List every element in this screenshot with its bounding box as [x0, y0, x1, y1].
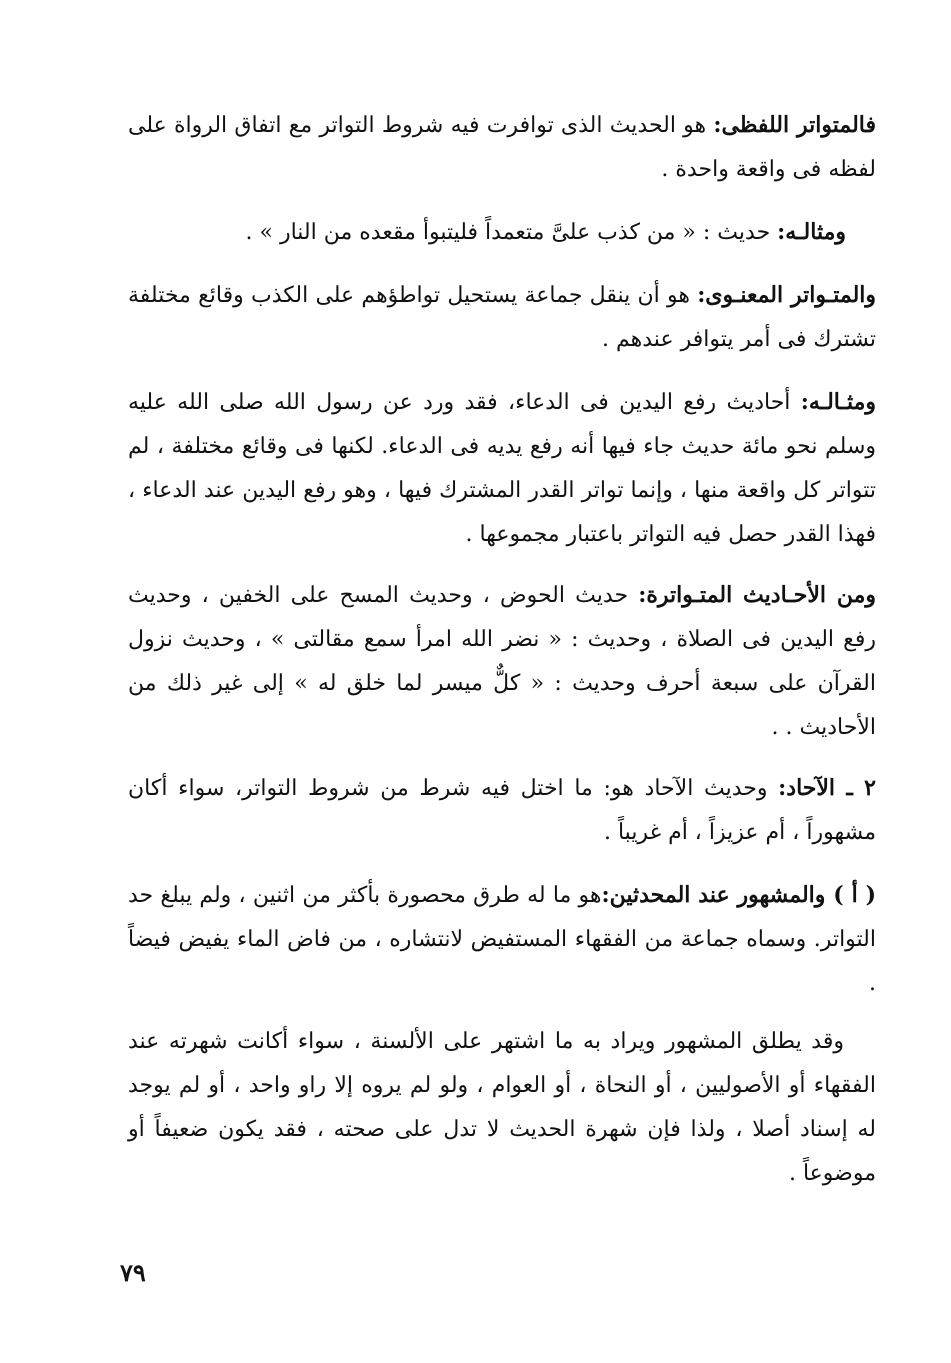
paragraph-text: أحاديث رفع اليدين فى الدعاء، فقد ورد عن رسول الله صلى الله عليه وسلم نحو مائة حديث جاء فيها أنه رفع يديه فى الدعاء. لكنها فى وقائع مختلفة ، لم تتواتر كل واقعة منها ، وإنما تواتر القدر المشترك فيها ، وهو رفع اليدين عند الدعاء ، فهذا القدر حصل فيه التواتر باعتبار مجموعها .	[128, 390, 876, 547]
paragraph-mashhur	[128, 873, 876, 1006]
paragraph-ahad	[128, 766, 876, 855]
term-mashhur: ( أ ) والمشهور عند المحدثين:	[601, 882, 876, 908]
paragraph-text: حديث : « من كذب علىَّ متعمداً فليتبوأ مقعده من النار » .	[245, 220, 778, 245]
term-meaning-mutawatir: والمتـواتر المعنـوى:	[697, 282, 877, 308]
paragraph-text: هو الحديث الذى توافرت فيه شروط التواتر مع اتفاق الرواة على لفظه فى واقعة واحدة .	[128, 113, 876, 182]
paragraph-mutawatir-hadiths	[128, 573, 876, 750]
paragraph-text: هو ما له طرق محصورة بأكثر من اثنين ، ولم يبلغ حد التواتر. وسماه جماعة من الفقهاء المستفيض لانتشاره ، من فاض الماء يفيض فيضاً .	[128, 883, 876, 996]
paragraph-example-2	[128, 380, 876, 557]
page-number: ٧٩	[120, 1258, 146, 1287]
paragraph-text: حديث الحوض ، وحديث المسح على الخفين ، وحديث رفع اليدين فى الصلاة ، وحديث : « نضر الله امرأ سمع مقالتى » ، وحديث نزول القرآن على سبعة أحرف وحديث : « كلٌّ ميسر لما خلق له » إلى غير ذلك من الأحاديث . .	[128, 583, 876, 740]
term-mutawatir-hadiths: ومن الأحـاديث المتـواترة:	[638, 582, 876, 608]
paragraph-text: هو أن ينقل جماعة يستحيل تواطؤهم على الكذب وقائع مختلفة تشترك فى أمر يتوافر عندهم .	[128, 283, 876, 352]
term-example-2: ومثـالـه:	[800, 389, 876, 415]
term-verbal-mutawatir: فالمتواتر اللفظى:	[713, 112, 876, 138]
term-example-1: ومثالـه:	[777, 219, 846, 245]
paragraph-example-1	[128, 210, 876, 255]
paragraph-mashhur-usage	[128, 1020, 876, 1196]
paragraph-meaning-mutawatir	[128, 273, 876, 362]
paragraph-verbal-mutawatir	[128, 103, 876, 192]
term-ahad: ٢ ـ الآحاد:	[778, 775, 876, 801]
paragraph-text: وقد يطلق المشهور ويراد به ما اشتهر على الألسنة ، سواء أكانت شهرته عند الفقهاء أو الأصوليين ، أو النحاة ، أو العوام ، ولو لم يروه إلا راو واحد ، أو لم يوجد له إسناد أصلا ، ولذا فإن شهرة الحديث لا تدل على صحته ، فقد يكون ضعيفاً أو موضوعاً .	[128, 1029, 876, 1186]
paragraph-text: وحديث الآحاد هو: ما اختل فيه شرط من شروط التواتر، سواء أكان مشهوراً ، أم عزيزاً ، أم غريباً .	[128, 776, 876, 845]
